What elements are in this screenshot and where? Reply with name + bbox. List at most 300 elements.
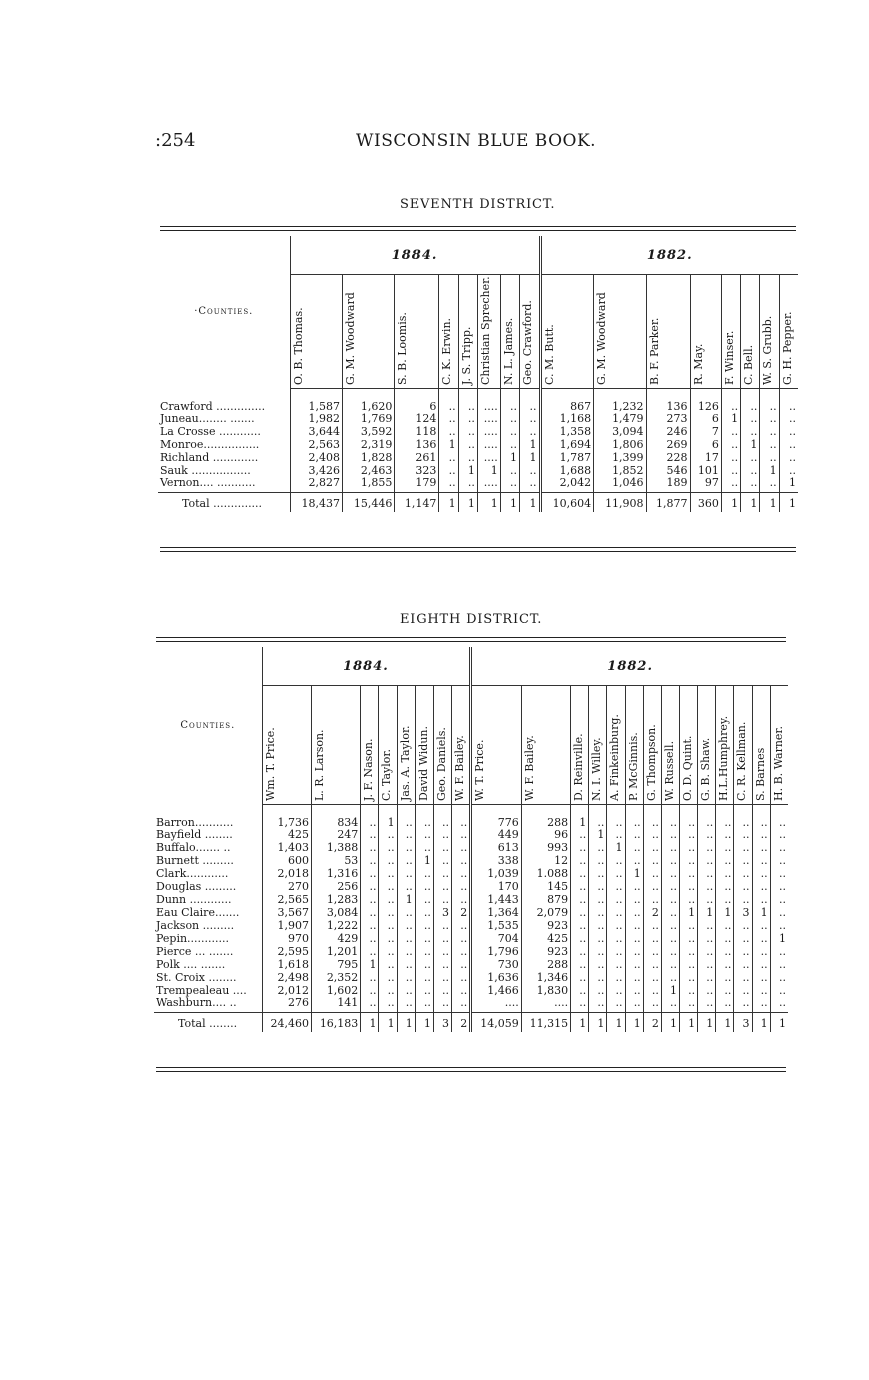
eighth-district-table	[154, 647, 788, 1032]
cell-1884: 6	[395, 389, 439, 413]
total-cell-1884: 1	[415, 1013, 433, 1033]
eighth-col-b-label: N. I. Willey.	[590, 737, 604, 801]
cell-1884: ..	[361, 932, 379, 945]
cell-1884: ..	[361, 971, 379, 984]
cell-1882: 12	[521, 854, 570, 867]
table-row	[154, 997, 788, 1013]
cell-1882: ..	[571, 958, 589, 971]
cell-1882: 425	[521, 932, 570, 945]
eighth-col-b-label: S. Barnes	[753, 747, 767, 801]
cell-1882: ..	[661, 932, 679, 945]
cell-1884: ....	[477, 438, 500, 451]
cell-1884: ..	[415, 867, 433, 880]
cell-1884: 118	[395, 425, 439, 438]
cell-1882: 288	[521, 805, 570, 829]
table-row	[154, 945, 788, 958]
eighth-col-b-7	[661, 686, 679, 805]
cell-1884: 1,855	[342, 477, 394, 493]
cell-1882: 1,479	[594, 412, 646, 425]
cell-1884: ..	[433, 841, 451, 854]
cell-1884: 1	[477, 464, 500, 477]
table-row	[154, 854, 788, 867]
cell-1884: ..	[379, 880, 397, 893]
cell-1884: ..	[458, 477, 477, 493]
cell-1884: 1,907	[262, 919, 311, 932]
cell-1882: ..	[643, 997, 661, 1013]
cell-1884: ..	[433, 997, 451, 1013]
cell-1882: ..	[661, 945, 679, 958]
cell-1882: ..	[589, 841, 607, 854]
seventh-col-b-label: C. Bell.	[742, 344, 756, 385]
cell-1884: ..	[361, 828, 379, 841]
eighth-year-b: 1882.	[471, 647, 788, 686]
seventh-col-a-label: O. B. Thomas.	[291, 307, 305, 385]
seventh-col-b-label: W. S. Grubb.	[761, 315, 775, 385]
total-cell-1882: 11,315	[521, 1013, 570, 1033]
cell-1884: ..	[415, 919, 433, 932]
cell-1884: 2,408	[290, 451, 342, 464]
cell-1882: ..	[679, 893, 697, 906]
cell-1884: 3,426	[290, 464, 342, 477]
total-cell-1882: 1	[721, 493, 740, 513]
cell-1884: ..	[452, 828, 471, 841]
county-name: St. Croix ........	[156, 971, 237, 984]
cell-1882: ..	[734, 828, 752, 841]
cell-1884: 2,565	[262, 893, 311, 906]
seventh-col-a-label: J. S. Tripp.	[459, 326, 473, 385]
cell-1884: 1	[361, 958, 379, 971]
cell-1882: 1,787	[540, 451, 594, 464]
cell-1884: ..	[433, 893, 451, 906]
seventh-year-a: 1884.	[290, 236, 540, 275]
cell-1884: ..	[379, 828, 397, 841]
seventh-year-b: 1882.	[540, 236, 798, 275]
cell-1884: 2,012	[262, 984, 311, 997]
cell-1884: 261	[395, 451, 439, 464]
cell-1882: ..	[571, 854, 589, 867]
total-cell-1882: 2	[643, 1013, 661, 1033]
cell-1884: ..	[379, 919, 397, 932]
cell-1882: ..	[571, 984, 589, 997]
cell-1882: ..	[760, 451, 779, 464]
cell-1882: ..	[741, 451, 760, 464]
cell-1884: ..	[379, 932, 397, 945]
cell-1882: ..	[571, 880, 589, 893]
cell-1882: ..	[643, 893, 661, 906]
cell-1884: ..	[379, 854, 397, 867]
cell-1884: ..	[500, 438, 519, 451]
cell-1882: ..	[679, 828, 697, 841]
cell-1884: ....	[477, 477, 500, 493]
cell-1882: ..	[760, 438, 779, 451]
total-cell-1884: 1	[361, 1013, 379, 1033]
county-name: Bayfield ........	[156, 828, 233, 841]
cell-1882: ..	[770, 880, 788, 893]
cell-1882: ..	[607, 854, 625, 867]
seventh-col-b-1	[594, 275, 646, 389]
seventh-col-a-label: S. B. Loomis.	[396, 312, 410, 385]
cell-1882: 126	[690, 389, 721, 413]
cell-1882: ..	[589, 893, 607, 906]
cell-1884: 970	[262, 932, 311, 945]
cell-1884: ..	[433, 971, 451, 984]
cell-1882: ..	[770, 893, 788, 906]
cell-1882: ..	[741, 412, 760, 425]
total-cell-1884: 1	[477, 493, 500, 513]
county-name: Vernon.... ...........	[160, 476, 256, 489]
cell-1882: ..	[716, 893, 734, 906]
cell-1882: ..	[625, 906, 643, 919]
cell-1882: ..	[698, 919, 716, 932]
table-row	[154, 932, 788, 945]
cell-1882: 993	[521, 841, 570, 854]
eighth-col-b-8	[679, 686, 697, 805]
cell-1884: 124	[395, 412, 439, 425]
cell-1882: 145	[521, 880, 570, 893]
eighth-col-b-label: G. B. Shaw.	[699, 737, 713, 801]
cell-1882: ..	[589, 945, 607, 958]
cell-1882: ..	[625, 805, 643, 829]
cell-1884: 1	[439, 438, 458, 451]
seventh-col-b-label: G. M. Woodward	[595, 292, 609, 385]
cell-1882: ..	[734, 854, 752, 867]
eighth-col-b-label: P. McGinnis.	[626, 732, 640, 801]
seventh-total-label: Total ..............	[158, 493, 290, 513]
cell-1882: 1,364	[471, 906, 521, 919]
cell-1884: ....	[477, 451, 500, 464]
cell-1882: ..	[589, 958, 607, 971]
cell-1884: 1,316	[311, 867, 360, 880]
cell-1884: ..	[500, 477, 519, 493]
cell-1882: ..	[571, 945, 589, 958]
cell-1882: ..	[679, 841, 697, 854]
bottom-rule-7	[160, 547, 796, 548]
eighth-col-a-label: J. F. Nason.	[362, 738, 376, 801]
cell-1884: 1,982	[290, 412, 342, 425]
cell-1882: ..	[571, 841, 589, 854]
cell-1882: ..	[607, 893, 625, 906]
cell-1882: 449	[471, 828, 521, 841]
cell-1884: ..	[433, 984, 451, 997]
eighth-district-title: EIGHTH DISTRICT.	[400, 612, 543, 627]
cell-1884: ..	[415, 932, 433, 945]
seventh-col-b-label: R. May.	[691, 343, 705, 385]
seventh-col-b-6	[760, 275, 779, 389]
cell-1882: 3,094	[594, 425, 646, 438]
cell-1882: 1	[625, 867, 643, 880]
cell-1882: ..	[607, 958, 625, 971]
seventh-col-b-4	[721, 275, 740, 389]
seventh-col-b-0	[540, 275, 594, 389]
cell-1882: ..	[698, 828, 716, 841]
cell-1882: ..	[770, 841, 788, 854]
cell-1882: 1,046	[594, 477, 646, 493]
total-cell-1882: 1	[589, 1013, 607, 1033]
cell-1884: ..	[500, 425, 519, 438]
cell-1884: ..	[433, 880, 451, 893]
cell-1884: ..	[415, 906, 433, 919]
cell-1884: ..	[397, 919, 415, 932]
cell-1882: ..	[752, 854, 770, 867]
cell-1884: ..	[379, 841, 397, 854]
cell-1882: ..	[625, 984, 643, 997]
eighth-col-b-6	[643, 686, 661, 805]
cell-1882: 867	[540, 389, 594, 413]
cell-1882: 1	[716, 906, 734, 919]
cell-1882: ..	[770, 828, 788, 841]
cell-1882: ..	[770, 945, 788, 958]
eighth-col-b-label: O. D. Quint.	[680, 735, 694, 801]
cell-1884: ..	[520, 425, 540, 438]
cell-1882: ..	[752, 932, 770, 945]
cell-1882: ..	[607, 906, 625, 919]
cell-1884: 1,283	[311, 893, 360, 906]
cell-1882: ..	[716, 919, 734, 932]
cell-1882: 1,694	[540, 438, 594, 451]
cell-1884: ..	[439, 464, 458, 477]
cell-1882: ..	[643, 984, 661, 997]
cell-1884: ..	[415, 945, 433, 958]
eighth-col-a-3	[379, 686, 397, 805]
cell-1884: ..	[397, 805, 415, 829]
cell-1882: ..	[721, 425, 740, 438]
eighth-col-b-label: H. B. Warner.	[771, 726, 785, 801]
cell-1882: 3	[734, 906, 752, 919]
table-row	[154, 841, 788, 854]
cell-1882: ..	[716, 880, 734, 893]
seventh-col-a-label: N. L. James.	[501, 317, 515, 385]
cell-1884: ....	[477, 425, 500, 438]
seventh-col-a-5	[477, 275, 500, 389]
eighth-counties-label: Counties.	[180, 719, 236, 731]
seventh-counties-label: ·Counties.	[194, 306, 254, 318]
cell-1882: ..	[698, 805, 716, 829]
cell-1884: ..	[452, 932, 471, 945]
cell-1882: ..	[589, 919, 607, 932]
total-cell-1884: 1	[520, 493, 540, 513]
seventh-col-b-5	[741, 275, 760, 389]
county-name: Trempealeau ....	[156, 984, 247, 997]
cell-1884: 3,084	[311, 906, 360, 919]
cell-1882: 1	[589, 828, 607, 841]
cell-1882: ..	[643, 932, 661, 945]
cell-1882: 246	[646, 425, 690, 438]
cell-1884: ..	[361, 805, 379, 829]
total-cell-1882: 1	[625, 1013, 643, 1033]
top-rule-7	[160, 226, 796, 227]
cell-1882: ..	[770, 997, 788, 1013]
cell-1884: ..	[452, 867, 471, 880]
seventh-col-a-6	[500, 275, 519, 389]
seventh-col-b-label: B. F. Parker.	[647, 317, 661, 385]
cell-1882: ..	[752, 867, 770, 880]
cell-1882: ..	[625, 854, 643, 867]
cell-1882: ..	[625, 997, 643, 1013]
cell-1884: 3,644	[290, 425, 342, 438]
cell-1882: 1	[741, 438, 760, 451]
total-cell-1884: 1	[500, 493, 519, 513]
cell-1882: ..	[661, 867, 679, 880]
cell-1882: ..	[679, 945, 697, 958]
eighth-col-b-9	[698, 686, 716, 805]
cell-1884: ..	[415, 997, 433, 1013]
cell-1882: ..	[734, 893, 752, 906]
cell-1882: ..	[716, 854, 734, 867]
cell-1882: ..	[679, 997, 697, 1013]
cell-1882: ..	[661, 906, 679, 919]
cell-1882: ..	[679, 984, 697, 997]
county-name: Burnett .........	[156, 854, 234, 867]
county-name: Eau Claire.......	[156, 906, 240, 919]
eighth-col-b-4	[607, 686, 625, 805]
eighth-col-b-label: W. F. Bailey.	[522, 735, 536, 801]
cell-1882: ..	[721, 451, 740, 464]
cell-1882: ..	[589, 867, 607, 880]
cell-1882: ..	[643, 854, 661, 867]
cell-1884: 2	[452, 906, 471, 919]
table-row	[154, 880, 788, 893]
cell-1884: ..	[397, 932, 415, 945]
cell-1884: 2,563	[290, 438, 342, 451]
cell-1882: 1,852	[594, 464, 646, 477]
cell-1882: ..	[698, 867, 716, 880]
eighth-col-a-label: Jas. A. Taylor.	[398, 725, 412, 801]
cell-1884: 270	[262, 880, 311, 893]
eighth-col-a-label: L. R. Larson.	[312, 729, 326, 801]
seventh-col-b-2	[646, 275, 690, 389]
cell-1882: ..	[679, 867, 697, 880]
county-name: Crawford ..............	[160, 399, 266, 413]
seventh-col-b-label: F. Winser.	[722, 330, 736, 385]
cell-1882: ..	[770, 805, 788, 829]
cell-1884: ..	[433, 867, 451, 880]
cell-1884: 1	[458, 464, 477, 477]
cell-1882: ..	[698, 997, 716, 1013]
cell-1884: 3	[433, 906, 451, 919]
cell-1884: ..	[379, 958, 397, 971]
table-row	[158, 477, 798, 493]
cell-1882: ..	[661, 971, 679, 984]
total-cell-1882: 1	[760, 493, 779, 513]
total-cell-1882: 1	[779, 493, 798, 513]
cell-1882: ..	[607, 919, 625, 932]
cell-1882: ..	[698, 958, 716, 971]
cell-1884: ..	[433, 854, 451, 867]
cell-1882: ..	[625, 971, 643, 984]
cell-1882: 1,466	[471, 984, 521, 997]
table-row	[154, 805, 788, 829]
cell-1882: ..	[734, 841, 752, 854]
cell-1884: ..	[415, 958, 433, 971]
total-cell-1882: 1	[607, 1013, 625, 1033]
cell-1884: 53	[311, 854, 360, 867]
cell-1882: ..	[779, 412, 798, 425]
cell-1882: 704	[471, 932, 521, 945]
cell-1882: 228	[646, 451, 690, 464]
cell-1884: ..	[452, 971, 471, 984]
cell-1884: 1	[415, 854, 433, 867]
eighth-total-row	[154, 1013, 788, 1033]
cell-1882: ..	[734, 971, 752, 984]
cell-1884: ..	[500, 389, 519, 413]
cell-1882: 730	[471, 958, 521, 971]
cell-1884: ..	[397, 945, 415, 958]
eighth-col-b-2	[571, 686, 589, 805]
cell-1882: ..	[625, 932, 643, 945]
cell-1884: ..	[379, 906, 397, 919]
cell-1882: ..	[779, 425, 798, 438]
cell-1882: ..	[734, 805, 752, 829]
cell-1882: ..	[770, 984, 788, 997]
county-name: Clark............	[156, 867, 229, 880]
cell-1882: 613	[471, 841, 521, 854]
cell-1882: 1	[721, 412, 740, 425]
cell-1884: 1	[500, 451, 519, 464]
cell-1882: ..	[625, 841, 643, 854]
cell-1882: 1,806	[594, 438, 646, 451]
total-cell-1882: 1	[741, 493, 760, 513]
total-cell-1884: 24,460	[262, 1013, 311, 1033]
cell-1882: ..	[661, 805, 679, 829]
eighth-col-b-10	[716, 686, 734, 805]
cell-1882: ..	[716, 805, 734, 829]
seventh-col-a-0	[290, 275, 342, 389]
cell-1882: ..	[752, 919, 770, 932]
cell-1882: ..	[752, 984, 770, 997]
cell-1882: ..	[607, 997, 625, 1013]
cell-1882: ..	[770, 971, 788, 984]
cell-1882: ..	[779, 451, 798, 464]
cell-1882: 288	[521, 958, 570, 971]
seventh-col-a-label: G. M. Woodward	[343, 292, 357, 385]
cell-1882: ..	[721, 464, 740, 477]
cell-1882: ..	[625, 880, 643, 893]
cell-1884: ..	[520, 389, 540, 413]
cell-1884: ..	[452, 945, 471, 958]
eighth-col-b-1	[521, 686, 570, 805]
cell-1882: ..	[752, 971, 770, 984]
table-row	[154, 867, 788, 880]
county-name: La Crosse ............	[160, 425, 261, 438]
cell-1884: ..	[361, 854, 379, 867]
cell-1884: 1,618	[262, 958, 311, 971]
cell-1882: ..	[698, 841, 716, 854]
cell-1884: 425	[262, 828, 311, 841]
cell-1884: ..	[520, 412, 540, 425]
cell-1882: ..	[607, 828, 625, 841]
total-cell-1884: 1	[379, 1013, 397, 1033]
eighth-col-a-7	[452, 686, 471, 805]
total-cell-1882: 1	[679, 1013, 697, 1033]
table-row	[158, 425, 798, 438]
cell-1884: ..	[433, 805, 451, 829]
cell-1884: 1,388	[311, 841, 360, 854]
cell-1882: ..	[589, 997, 607, 1013]
cell-1882: ..	[589, 984, 607, 997]
cell-1882: ....	[471, 997, 521, 1013]
cell-1882: ..	[661, 880, 679, 893]
county-name: Buffalo....... ..	[156, 841, 231, 854]
cell-1882: ..	[607, 971, 625, 984]
cell-1882: ..	[625, 893, 643, 906]
cell-1882: ..	[716, 997, 734, 1013]
cell-1882: ..	[607, 945, 625, 958]
cell-1882: ..	[661, 958, 679, 971]
cell-1884: ..	[452, 841, 471, 854]
running-header: WISCONSIN BLUE BOOK.	[356, 131, 597, 151]
cell-1882: 17	[690, 451, 721, 464]
cell-1882: ..	[779, 464, 798, 477]
